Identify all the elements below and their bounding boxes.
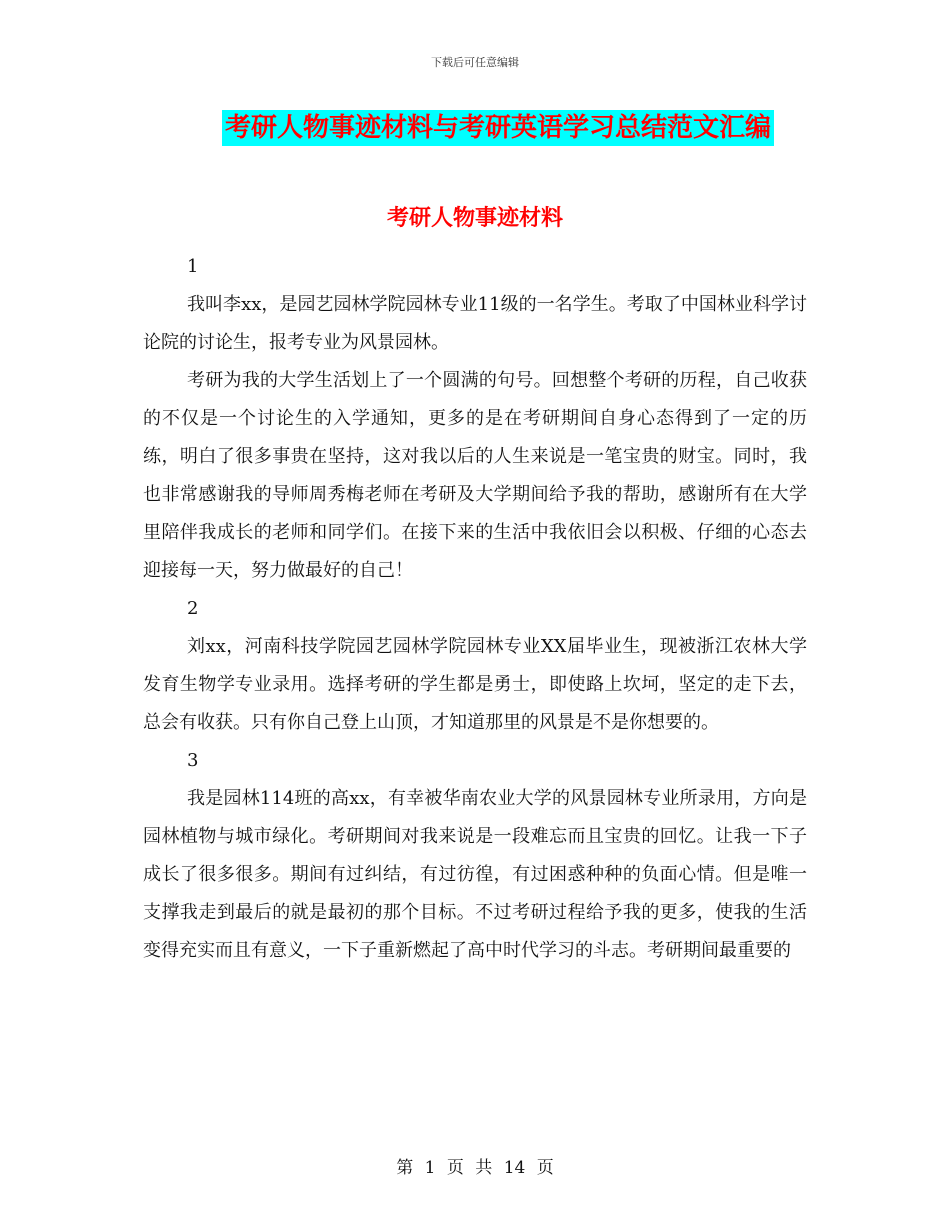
paragraph: 考研为我的大学生活划上了一个圆满的句号。回想整个考研的历程，自己收获的不仅是一个讨论生的入学通知，更多的是在考研期间自身心态得到了一定的历练，明白了很多事贵在坚持，这对我以后的人生来说是一笔宝贵的财宝。同时，我也非常感谢我的导师周秀梅老师在考研及大学期间给予我的帮助，感谢所有在大学里陪伴我成长的老师和同学们。在接下来的生活中我依旧会以积极、仔细的心态去迎接每一天，努力做最好的自己！ (143, 370, 807, 581)
footer-prefix: 第 (396, 1158, 414, 1178)
paragraph: 我是园林114班的高xx，有幸被华南农业大学的风景园林专业所录用，方向是园林植物与城市绿化。考研期间对我来说是一段难忘而且宝贵的回忆。让我一下子成长了很多很多。期间有过纠结，有过彷徨，有过困惑种种的负面心情。但是唯一支撑我走到最后的就是最初的那个目标。不过考研过程给予我的更多，使我的生活变得充实而且有意义，一下子重新燃起了高中时代学习的斗志。考研期间最重要的 (143, 788, 807, 961)
item-number: 1 (187, 256, 199, 277)
footer-suffix: 页 (536, 1158, 554, 1178)
item-number: 3 (187, 750, 199, 771)
paragraph: 我叫李xx，是园艺园林学院园林专业11级的一名学生。考取了中国林业科学讨论院的讨论生，报考专业为风景园林。 (143, 294, 807, 353)
page-footer (0, 1153, 950, 1178)
footer-middle: 页 共 (446, 1158, 493, 1178)
section-title: 考研人物事迹材料 (386, 205, 563, 231)
paragraph: 刘xx，河南科技学院园艺园林学院园林专业XX届毕业生，现被浙江农林大学发育生物学专业录用。选择考研的学生都是勇士，即使路上坎坷，坚定的走下去，总会有收获。只有你自己登上山顶，才知道那里的风景是不是你想要的。 (143, 636, 807, 733)
header-note: 下载后可任意编辑 (431, 56, 519, 69)
document-body (143, 248, 807, 970)
main-title: 考研人物事迹材料与考研英语学习总结范文汇编 (222, 110, 774, 146)
item-number: 2 (187, 598, 199, 619)
main-title-wrap (0, 110, 950, 146)
current-page: 1 (424, 1158, 436, 1178)
total-pages: 14 (503, 1158, 526, 1178)
